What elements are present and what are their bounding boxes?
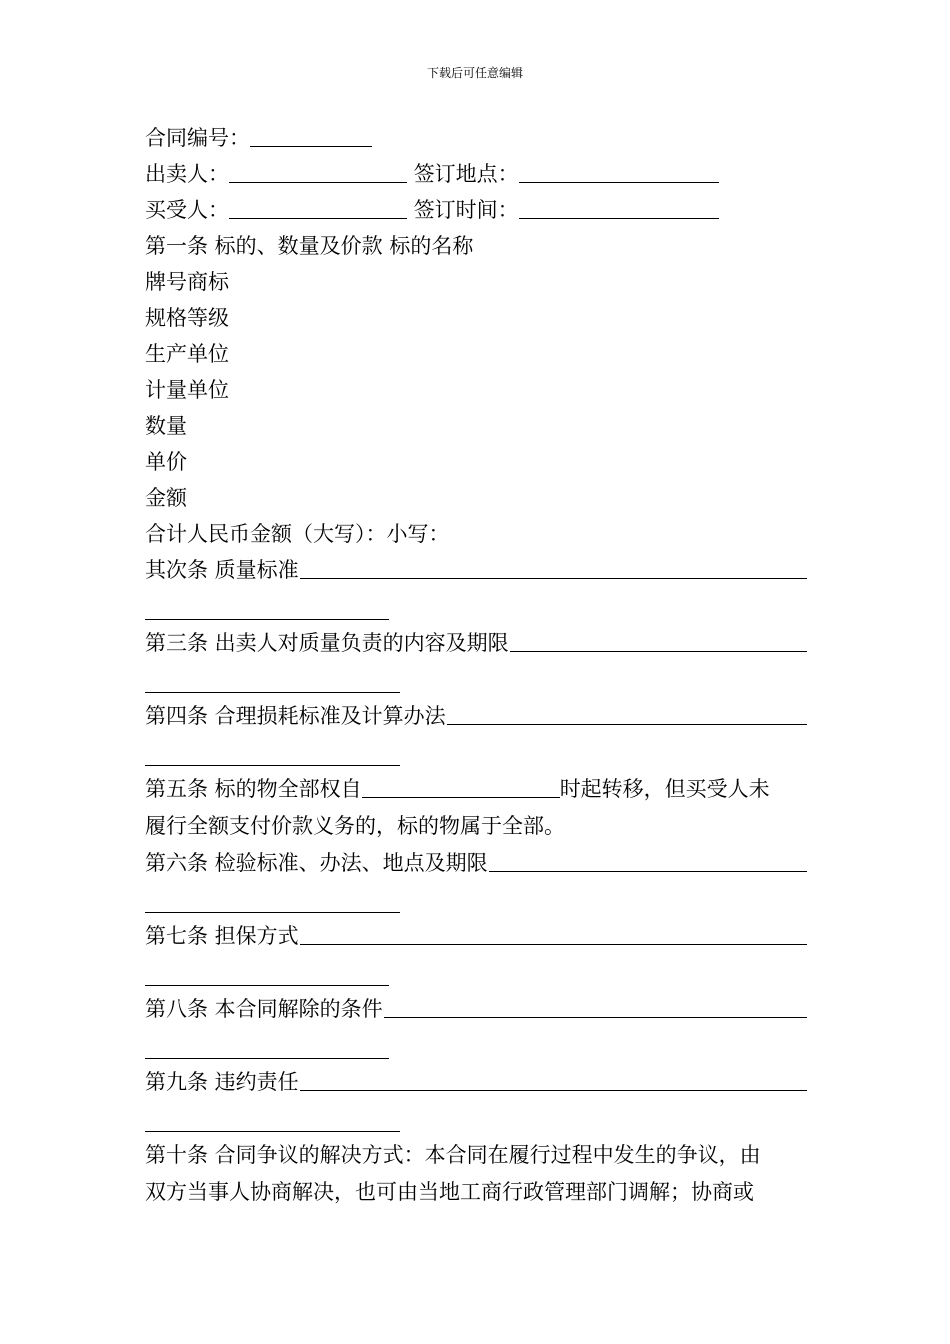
article-1-item: 计量单位: [145, 378, 229, 402]
article-9-blank: [300, 1089, 807, 1091]
article-4-continuation: [145, 734, 807, 771]
article-5-line: [145, 771, 807, 808]
article-10-line-1: 第十条 合同争议的解决方式：本合同在履行过程中发生的争议，由: [145, 1143, 761, 1167]
contract-number-line: [145, 120, 807, 156]
article-6-blank: [489, 870, 807, 872]
article-4-line: [145, 698, 807, 734]
article-8-label: 第八条 本合同解除的条件: [145, 991, 384, 1027]
article-2-label: 其次条 质量标准: [145, 552, 300, 588]
article-9-line: [145, 1064, 807, 1100]
article-8-blank-continued: [145, 1058, 389, 1059]
article-2-blank-continued: [145, 619, 389, 620]
contract-number-blank: [250, 122, 372, 147]
buyer-label: 买受人：: [145, 198, 229, 222]
buyer-blank: [229, 194, 407, 219]
article-1-item: 金额: [145, 486, 187, 510]
article-2-line: [145, 552, 807, 588]
article-4-label: 第四条 合理损耗标准及计算办法: [145, 698, 447, 734]
article-7-label: 第七条 担保方式: [145, 918, 300, 954]
article-6-blank-continued: [145, 912, 400, 913]
article-9-blank-continued: [145, 1131, 400, 1132]
article-3-label: 第三条 出卖人对质量负责的内容及期限: [145, 625, 510, 661]
article-6-line: [145, 845, 807, 881]
sign-place-blank: [519, 158, 719, 183]
article-8-blank: [384, 1016, 807, 1018]
article-1-item: 数量: [145, 414, 187, 438]
seller-label: 出卖人：: [145, 162, 229, 186]
article-8-line: [145, 991, 807, 1027]
article-4-blank: [447, 723, 807, 725]
article-1-title: 第一条 标的、数量及价款 标的名称: [145, 234, 474, 258]
article-3-blank: [510, 650, 807, 652]
article-1-item: 规格等级: [145, 306, 229, 330]
article-8-continuation: [145, 1027, 807, 1064]
contract-body: [145, 120, 807, 1211]
sign-time-blank: [519, 194, 719, 219]
article-10-line-2: 双方当事人协商解决，也可由当地工商行政管理部门调解；协商或: [145, 1180, 754, 1204]
article-4-blank-continued: [145, 765, 400, 766]
article-7-line: [145, 918, 807, 954]
article-7-blank: [300, 943, 807, 945]
article-6-label: 第六条 检验标准、办法、地点及期限: [145, 845, 489, 881]
article-9-label: 第九条 违约责任: [145, 1064, 300, 1100]
page-header: 下载后可任意编辑: [426, 66, 523, 80]
article-6-continuation: [145, 881, 807, 918]
sign-place-label: 签订地点：: [413, 162, 519, 186]
article-1-item: 牌号商标: [145, 270, 229, 294]
seller-blank: [229, 158, 407, 183]
seller-line: [145, 156, 807, 192]
article-5-line-2: 履行全额支付价款义务的，标的物属于全部。: [145, 814, 565, 838]
buyer-line: [145, 192, 807, 228]
article-2-blank: [300, 577, 807, 579]
article-7-continuation: [145, 954, 807, 991]
article-1-item: 单价: [145, 450, 187, 474]
total-amount-line: 合计人民币金额（大写）：小写：: [145, 522, 450, 546]
article-9-continuation: [145, 1100, 807, 1137]
article-5-label-end: 时起转移，但买受人未: [559, 777, 770, 801]
article-5-label-start: 第五条 标的物全部权自: [145, 777, 362, 801]
article-3-continuation: [145, 661, 807, 698]
article-5-blank: [362, 773, 560, 798]
article-3-blank-continued: [145, 692, 400, 693]
article-2-continuation: [145, 588, 807, 625]
article-7-blank-continued: [145, 985, 389, 986]
article-3-line: [145, 625, 807, 661]
sign-time-label: 签订时间：: [413, 198, 519, 222]
article-1-item: 生产单位: [145, 342, 229, 366]
contract-number-label: 合同编号：: [145, 126, 250, 150]
